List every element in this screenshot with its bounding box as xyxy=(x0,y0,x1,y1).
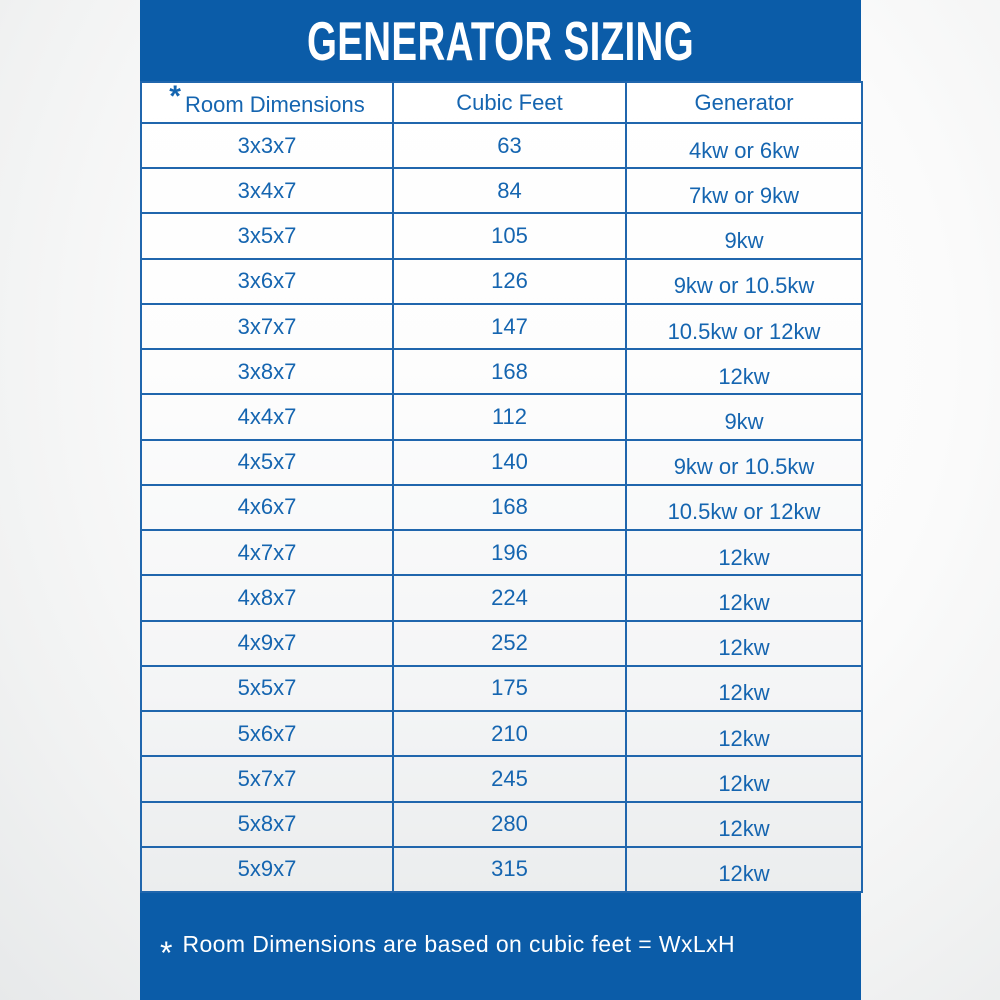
cubic-feet-cell: 245 xyxy=(393,756,626,801)
room-dimensions-cell: 4x4x7 xyxy=(141,394,393,439)
table-row xyxy=(141,666,862,711)
room-dimensions-cell: 4x5x7 xyxy=(141,440,393,485)
footnote-asterisk-marker: * xyxy=(160,935,173,971)
room-dimensions-cell: 4x7x7 xyxy=(141,530,393,575)
table-row xyxy=(141,802,862,847)
cubic-feet-cell: 112 xyxy=(393,394,626,439)
room-dimensions-cell: 4x9x7 xyxy=(141,621,393,666)
table-row xyxy=(141,394,862,439)
header-room-dimensions-label: Room Dimensions xyxy=(184,91,365,117)
table-row xyxy=(141,123,862,168)
room-dimensions-cell: 3x7x7 xyxy=(141,304,393,349)
room-dimensions-cell: 5x8x7 xyxy=(141,802,393,847)
header-cubic-feet: Cubic Feet xyxy=(393,82,626,123)
room-dimensions-cell: 5x9x7 xyxy=(141,847,393,892)
table-row xyxy=(141,349,862,394)
header-room-dimensions xyxy=(141,82,393,123)
table-row xyxy=(141,711,862,756)
cubic-feet-cell: 224 xyxy=(393,575,626,620)
generator-cell: 10.5kw or 12kw xyxy=(626,485,862,530)
generator-cell: 12kw xyxy=(626,575,862,620)
table-row xyxy=(141,847,862,892)
room-dimensions-cell: 3x3x7 xyxy=(141,123,393,168)
cubic-feet-cell: 280 xyxy=(393,802,626,847)
table-body xyxy=(141,123,862,892)
generator-cell: 12kw xyxy=(626,847,862,892)
room-dimensions-cell: 5x5x7 xyxy=(141,666,393,711)
room-dimensions-cell: 3x4x7 xyxy=(141,168,393,213)
asterisk-marker: * xyxy=(169,82,181,113)
cubic-feet-cell: 84 xyxy=(393,168,626,213)
generator-cell: 12kw xyxy=(626,666,862,711)
generator-cell: 12kw xyxy=(626,711,862,756)
table-row xyxy=(141,304,862,349)
table-row xyxy=(141,575,862,620)
cubic-feet-cell: 252 xyxy=(393,621,626,666)
generator-cell: 10.5kw or 12kw xyxy=(626,304,862,349)
generator-sizing-panel xyxy=(140,0,861,1000)
generator-cell: 7kw or 9kw xyxy=(626,168,862,213)
cubic-feet-cell: 168 xyxy=(393,485,626,530)
cubic-feet-cell: 105 xyxy=(393,213,626,258)
generator-cell: 12kw xyxy=(626,349,862,394)
room-dimensions-cell: 4x8x7 xyxy=(141,575,393,620)
table-row xyxy=(141,530,862,575)
footnote-text: Room Dimensions are based on cubic feet = WxLxH xyxy=(182,931,735,957)
generator-cell: 9kw or 10.5kw xyxy=(626,259,862,304)
title-bar xyxy=(140,0,861,81)
room-dimensions-cell: 3x5x7 xyxy=(141,213,393,258)
generator-cell: 4kw or 6kw xyxy=(626,123,862,168)
generator-cell: 12kw xyxy=(626,756,862,801)
generator-cell: 9kw xyxy=(626,213,862,258)
table-row xyxy=(141,756,862,801)
room-dimensions-cell: 3x6x7 xyxy=(141,259,393,304)
generator-cell: 12kw xyxy=(626,530,862,575)
generator-cell: 12kw xyxy=(626,621,862,666)
footer-bar xyxy=(140,893,861,1000)
cubic-feet-cell: 63 xyxy=(393,123,626,168)
table-row xyxy=(141,440,862,485)
table-row xyxy=(141,259,862,304)
cubic-feet-cell: 196 xyxy=(393,530,626,575)
cubic-feet-cell: 168 xyxy=(393,349,626,394)
cubic-feet-cell: 315 xyxy=(393,847,626,892)
generator-cell: 9kw xyxy=(626,394,862,439)
room-dimensions-cell: 4x6x7 xyxy=(141,485,393,530)
table-header-row xyxy=(141,82,862,123)
cubic-feet-cell: 210 xyxy=(393,711,626,756)
room-dimensions-cell: 5x6x7 xyxy=(141,711,393,756)
room-dimensions-cell: 5x7x7 xyxy=(141,756,393,801)
page-title: GENERATOR SIZING xyxy=(306,9,695,72)
table-row xyxy=(141,213,862,258)
header-generator: Generator xyxy=(626,82,862,123)
cubic-feet-cell: 126 xyxy=(393,259,626,304)
sizing-table xyxy=(140,81,863,893)
table-row xyxy=(141,485,862,530)
cubic-feet-cell: 147 xyxy=(393,304,626,349)
room-dimensions-cell: 3x8x7 xyxy=(141,349,393,394)
table-row xyxy=(141,168,862,213)
cubic-feet-cell: 175 xyxy=(393,666,626,711)
generator-cell: 12kw xyxy=(626,802,862,847)
generator-cell: 9kw or 10.5kw xyxy=(626,440,862,485)
cubic-feet-cell: 140 xyxy=(393,440,626,485)
table-row xyxy=(141,621,862,666)
